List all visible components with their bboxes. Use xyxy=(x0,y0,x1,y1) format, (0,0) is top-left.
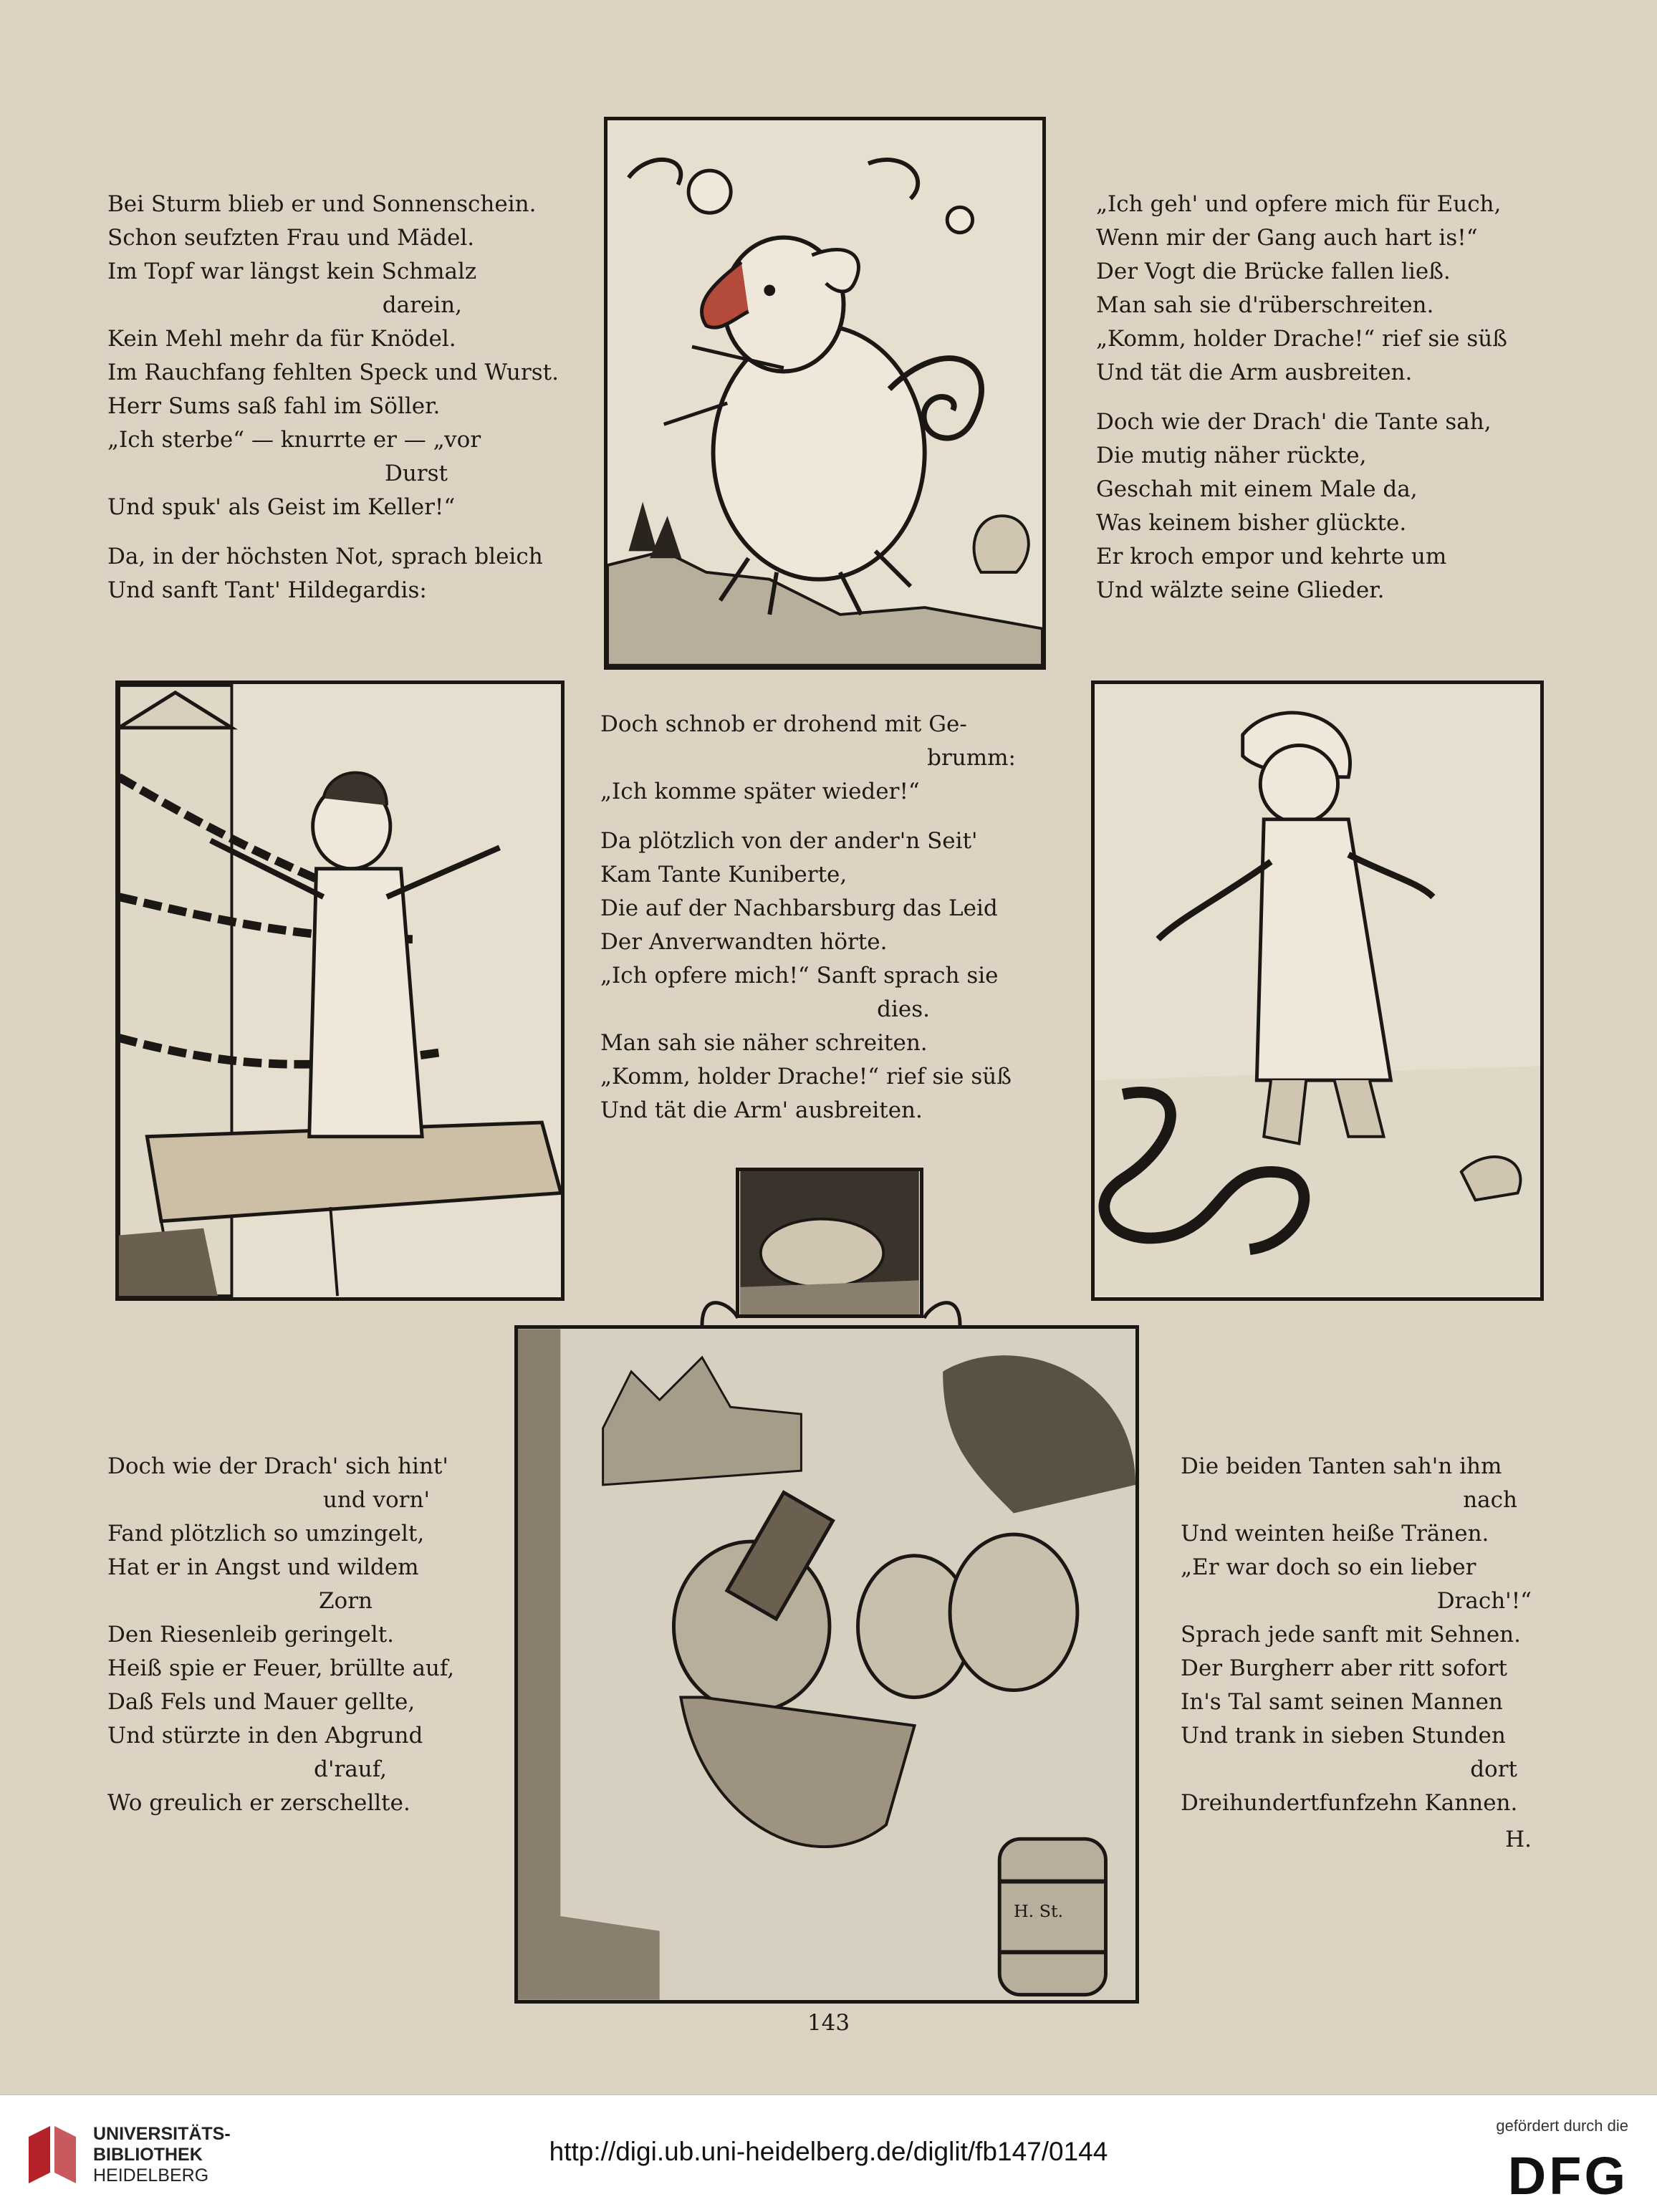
library-name-line: UNIVERSITÄTS- xyxy=(93,2124,231,2144)
poem-line: Kam Tante Kuniberte, xyxy=(600,862,847,888)
poem-line: dies. xyxy=(877,996,930,1022)
poem-line: „Ich geh' und opfere mich für Euch, xyxy=(1096,191,1502,217)
poem-line: dort xyxy=(1470,1756,1517,1782)
poem-line: Im Topf war längst kein Schmalz xyxy=(107,259,477,284)
poem-line: Doch schnob er drohend mit Ge- xyxy=(600,711,967,737)
poem-line: nach xyxy=(1463,1487,1517,1513)
permalink-url[interactable]: http://digi.ub.uni-heidelberg.de/diglit/fb147/0144 xyxy=(549,2137,1108,2166)
poem-line: Die beiden Tanten sah'n ihm xyxy=(1181,1453,1502,1479)
footer-bar xyxy=(0,2094,1657,2212)
poem-line: „Ich opfere mich!“ Sanft sprach sie xyxy=(600,963,999,989)
poem-line: und vorn' xyxy=(322,1487,430,1513)
poem-line: Im Rauchfang fehlten Speck und Wurst. xyxy=(107,360,559,385)
dfg-logo: DFG xyxy=(1507,2146,1628,2206)
poem-line: Sprach jede sanft mit Sehnen. xyxy=(1181,1622,1522,1648)
poem-line: Man sah sie näher schreiten. xyxy=(600,1030,928,1056)
poem-line: Was keinem bisher glückte. xyxy=(1096,510,1407,536)
poem-line: Daß Fels und Mauer gellte, xyxy=(107,1689,416,1715)
poem-line: Und trank in sieben Stunden xyxy=(1181,1723,1506,1749)
poem-middle xyxy=(600,708,1037,1127)
poem-line: Man sah sie d'rüberschreiten. xyxy=(1096,292,1434,318)
aunt-on-bridge-drawing xyxy=(119,684,561,1297)
poem-line: Und tät die Arm' ausbreiten. xyxy=(600,1097,923,1123)
poem-line: „Er war doch so ein lieber xyxy=(1181,1554,1476,1580)
poem-line: Da, in der höchsten Not, sprach bleich xyxy=(107,544,543,569)
banquet-drawing xyxy=(518,1329,1135,2000)
poem-line: Der Anverwandten hörte. xyxy=(600,929,888,955)
poem-line: Wo greulich er zerschellte. xyxy=(107,1790,410,1816)
poem-line: Und wälzte seine Glieder. xyxy=(1096,577,1385,603)
poem-bottom-right xyxy=(1181,1450,1546,1857)
poem-line: Und sanft Tant' Hildegardis: xyxy=(107,577,427,603)
poem-line: Der Burgherr aber ritt sofort xyxy=(1181,1655,1507,1681)
poem-line: Schon seufzten Frau und Mädel. xyxy=(107,225,475,251)
poem-line: darein, xyxy=(382,292,462,318)
poem-line: Die auf der Nachbarsburg das Leid xyxy=(600,895,998,921)
poem-line: „Ich komme später wieder!“ xyxy=(600,779,920,804)
poem-line: Durst xyxy=(384,461,448,486)
barrel-monogram: H. St. xyxy=(1013,1900,1064,1921)
poem-top-right xyxy=(1096,188,1555,607)
poem-bottom-left xyxy=(107,1450,473,1820)
poem-line: Den Riesenleib geringelt. xyxy=(107,1622,395,1648)
poem-line: Doch wie der Drach' die Tante sah, xyxy=(1096,409,1492,435)
illustration-banquet xyxy=(514,1325,1139,2004)
poem-line: Und stürzte in den Abgrund xyxy=(107,1723,423,1749)
poem-line: Zorn xyxy=(319,1588,373,1614)
ornament-scroll xyxy=(688,1261,974,1332)
poem-line: Herr Sums saß fahl im Söller. xyxy=(107,393,441,419)
poem-line: Doch wie der Drach' sich hint' xyxy=(107,1453,448,1479)
poem-line: Er kroch empor und kehrte um xyxy=(1096,544,1447,569)
poem-line: Und tät die Arm ausbreiten. xyxy=(1096,360,1413,385)
poem-line: Heiß spie er Feuer, brüllte auf, xyxy=(107,1655,455,1681)
library-name-line: HEIDELBERG xyxy=(93,2165,209,2185)
poem-line: Wenn mir der Gang auch hart is!“ xyxy=(1096,225,1478,251)
library-name-line: BIBLIOTHEK xyxy=(93,2145,203,2165)
poem-line: Da plötzlich von der ander'n Seit' xyxy=(600,828,978,854)
poem-line: Hat er in Angst und wildem xyxy=(107,1554,419,1580)
illustration-aunt-on-bridge xyxy=(115,681,565,1301)
poem-line: brumm: xyxy=(927,745,1016,771)
poem-line: Und spuk' als Geist im Keller!“ xyxy=(107,494,456,520)
poem-top-left xyxy=(107,188,559,607)
poem-line: Drach'!“ xyxy=(1436,1588,1532,1614)
illustration-dragon xyxy=(604,117,1046,670)
poem-line: Fand plötzlich so umzingelt, xyxy=(107,1521,425,1547)
dragon-drawing xyxy=(607,120,1042,666)
poem-line: In's Tal samt seinen Mannen xyxy=(1181,1689,1503,1715)
poem-line: Dreihundertfunfzehn Kannen. xyxy=(1181,1790,1518,1816)
poem-line: „Komm, holder Drache!“ rief sie süß xyxy=(600,1064,1012,1090)
page-number: 143 xyxy=(807,2010,850,2036)
poem-line: Geschah mit einem Male da, xyxy=(1096,476,1418,502)
poem-line: „Komm, holder Drache!“ rief sie süß xyxy=(1096,326,1507,352)
funding-note: gefördert durch die xyxy=(1496,2117,1628,2135)
poem-line: Und weinten heiße Tränen. xyxy=(1181,1521,1489,1547)
poem-line: Kein Mehl mehr da für Knödel. xyxy=(107,326,456,352)
signature: H. xyxy=(1505,1827,1532,1852)
poem-line: „Ich sterbe“ — knurrte er — „vor xyxy=(107,427,481,453)
poem-line: Die mutig näher rückte, xyxy=(1096,443,1367,468)
poem-line: Bei Sturm blieb er und Sonnenschein. xyxy=(107,191,537,217)
poem-line: d'rauf, xyxy=(314,1756,387,1782)
illustration-second-aunt xyxy=(1091,681,1544,1301)
second-aunt-drawing xyxy=(1095,684,1540,1297)
poem-line: Der Vogt die Brücke fallen ließ. xyxy=(1096,259,1451,284)
